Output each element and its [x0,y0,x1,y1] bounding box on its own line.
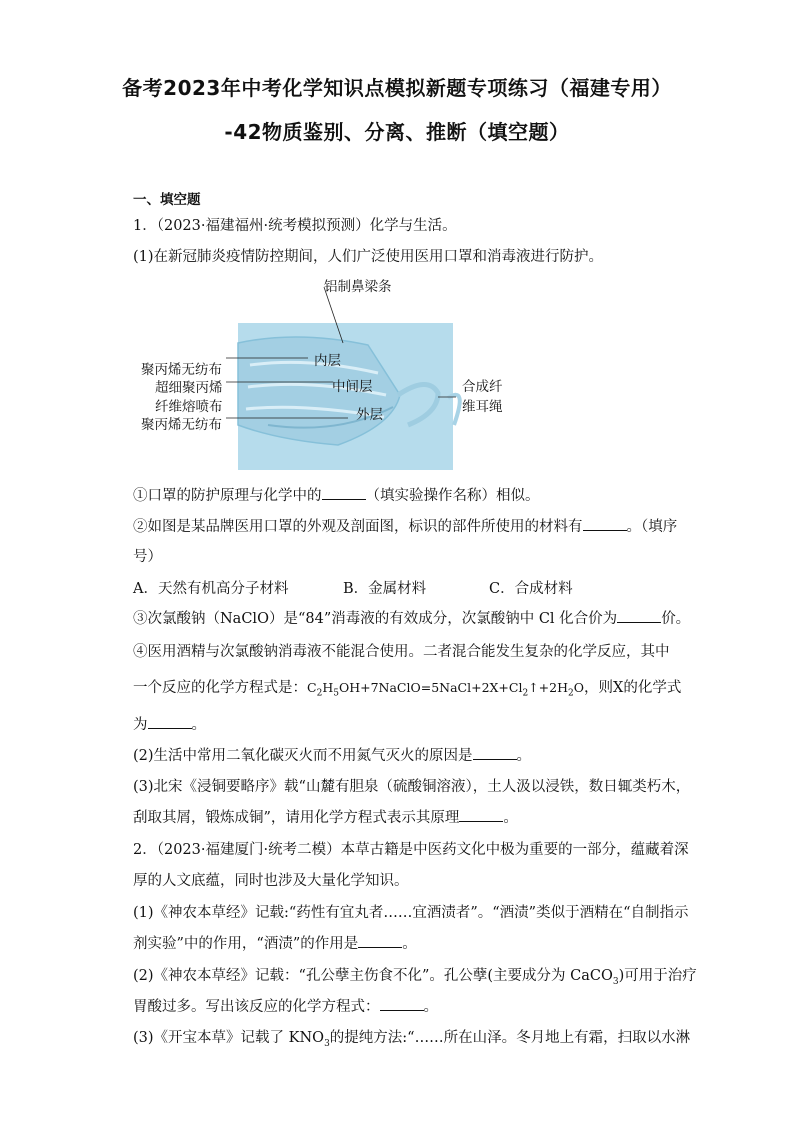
answer-blank [583,516,627,531]
section-heading: 一、填空题 [133,192,201,208]
answer-blank [148,714,192,729]
q1-sub4-c: 为 。 [133,713,206,734]
mask-diagram [138,275,508,470]
chemical-equation: $C_2H_5OH+7NaClO=5NaCl+2X+Cl_2↑+2H_2O$ [307,680,584,699]
answer-blank [322,485,366,500]
q1-sub2: ②如图是某品牌医用口罩的外观及剖面图，标识的部件所使用的材料有 。（填序 [133,515,677,536]
label-ear-loop-1: 合成纤 [462,379,503,395]
q2-intro-b: 厚的人文底蕴，同时也涉及大量化学知识。 [133,873,409,889]
q2-intro-a: 2．（2023·福建厦门·统考二模）本草古籍是中医药文化中极为重要的一部分，蕴藏着深 [133,842,689,858]
q1-part1: (1)在新冠肺炎疫情防控期间，人们广泛使用医用口罩和消毒液进行防护。 [133,249,604,265]
label-nose-strip: 铝制鼻梁条 [324,279,392,295]
answer-blank [459,807,503,822]
q1-part3-b: 刮取其屑，锻炼成铜”，请用化学方程式表示其原理 。 [133,806,518,827]
answer-blank [358,933,402,948]
label-middle-material-1: 超细聚丙烯 [155,380,223,396]
q1-sub4-a: ④医用酒精与次氯酸钠消毒液不能混合使用。二者混合能发生复杂的化学反应，其中 [133,644,670,660]
q2-part3: (3)《开宝本草》记载了 $KNO_3$的提纯方法:“……所在山泽。冬月地上有霜，扫取以水淋 [133,1030,691,1049]
q2-part2-b: 胃酸过多。写出该反应的化学方程式： 。 [133,995,438,1016]
label-outer-material: 聚丙烯无纺布 [141,417,222,433]
q1-sub1: ①口罩的防护原理与化学中的 （填实验操作名称）相似。 [133,484,540,505]
q1-sub3: ③次氯酸钠（NaClO）是“84”消毒液的有效成分，次氯酸钠中 Cl 化合价为 价。 [133,607,690,628]
label-outer-layer: 外层 [356,407,383,423]
option-b: B．金属材料 [343,581,427,597]
q1-intro: 1．（2023·福建福州·统考模拟预测）化学与生活。 [133,218,457,234]
answer-blank [380,996,424,1011]
label-inner-layer: 内层 [314,353,341,369]
q1-sub2-cont: 号） [133,549,162,565]
doc-title-line1: 备考2023年中考化学知识点模拟新题专项练习（福建专用） [122,76,672,100]
q1-options [133,577,573,598]
answer-blank [617,608,661,623]
answer-blank [473,745,517,760]
q2-part2-a: (2)《神农本草经》记载：“孔公孽主伤食不化”。孔公孽(主要成分为 CaCO$_3$)可用于治疗 [133,968,697,987]
option-c: C．合成材料 [489,581,573,597]
q2-part1-a: (1)《神农本草经》记载:“药性有宜丸者……宜酒渍者”。“酒渍”类似于酒精在“自制指示 [133,905,689,921]
label-middle-material-2: 纤维熔喷布 [155,399,223,415]
doc-title-line2: -42物质鉴别、分离、推断（填空题） [224,120,570,144]
q1-part3-a: (3)北宋《浸铜要略序》载“山麓有胆泉（硫酸铜溶液），土人汲以浸铁，数日辄类朽木， [133,779,691,795]
label-ear-loop-2: 维耳绳 [462,399,503,415]
label-middle-layer: 中间层 [332,379,373,395]
label-inner-material: 聚丙烯无纺布 [141,362,222,378]
q2-part1-b: 剂实验”中的作用，“酒渍”的作用是 。 [133,932,417,953]
q1-part2: (2)生活中常用二氧化碳灭火而不用氮气灭火的原因是 。 [133,744,531,765]
q1-sub4-b: 一个反应的化学方程式是：$C_2H_5OH+7NaClO=5NaCl+2X+Cl_2↑+2H_2O$，则X的化学式 [133,680,682,699]
option-a: A．天然有机高分子材料 [133,581,289,597]
